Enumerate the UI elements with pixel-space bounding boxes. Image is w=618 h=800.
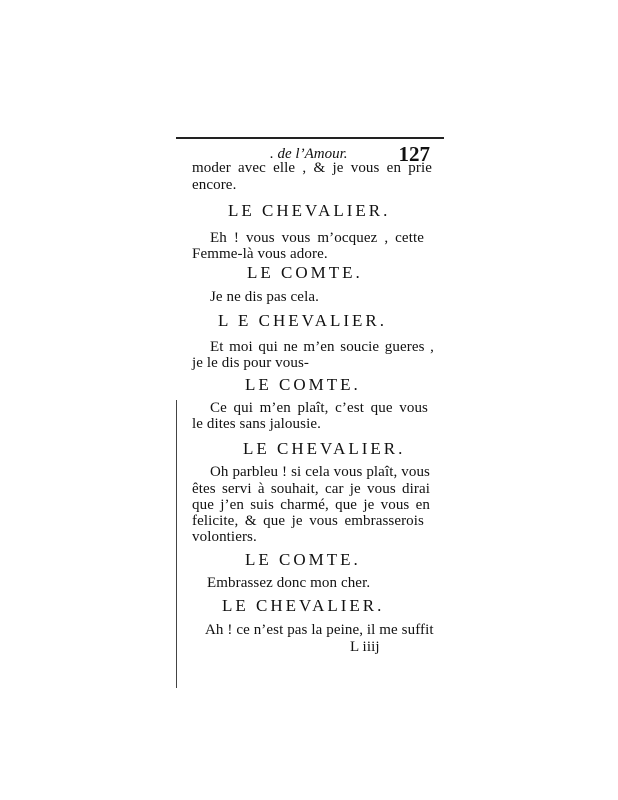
text-line: Et moi qui ne m’en soucie gueres , — [210, 339, 434, 355]
text-line: Ah ! ce n’est pas la peine, il me suffit — [205, 622, 434, 638]
speaker-name: LE CHEVALIER. — [228, 201, 391, 220]
top-rule — [176, 137, 444, 139]
page-number: 127 — [398, 142, 430, 166]
running-title: . de l’Amour. — [270, 146, 348, 162]
text-line: que j’en suis charmé, que je vous en — [192, 497, 430, 513]
text-line: êtes servi à souhait, car je vous dirai — [192, 481, 430, 497]
text-line: Oh parbleu ! si cela vous plaît, vous — [210, 464, 430, 480]
speaker-name: LE CHEVALIER. — [222, 596, 385, 615]
text-line: moder avec elle , & je vous en prie — [192, 160, 432, 176]
speaker-name: LE CHEVALIER. — [243, 439, 406, 458]
speaker-name: L E CHEVALIER. — [218, 311, 388, 330]
text-line: felicite, & que je vous embrasserois — [192, 513, 424, 529]
text-line: Eh ! vous vous m’ocquez , cette — [210, 230, 424, 246]
text-line: Ce qui m’en plaît, c’est que vous — [210, 400, 428, 416]
text-line: Embrassez donc mon cher. — [207, 575, 371, 591]
text-line: Je ne dis pas cela. — [210, 289, 319, 305]
text-line: le dites sans jalousie. — [192, 416, 321, 432]
signature-mark: L iiij — [350, 639, 380, 655]
speaker-name: LE COMTE. — [245, 375, 361, 394]
gutter-line — [176, 400, 177, 688]
text-line: je le dis pour vous- — [192, 355, 309, 371]
speaker-name: LE COMTE. — [245, 550, 361, 569]
text-line: encore. — [192, 177, 237, 193]
text-line: volontiers. — [192, 529, 257, 545]
text-line: Femme-là vous adore. — [192, 246, 328, 262]
speaker-name: LE COMTE. — [247, 263, 363, 282]
